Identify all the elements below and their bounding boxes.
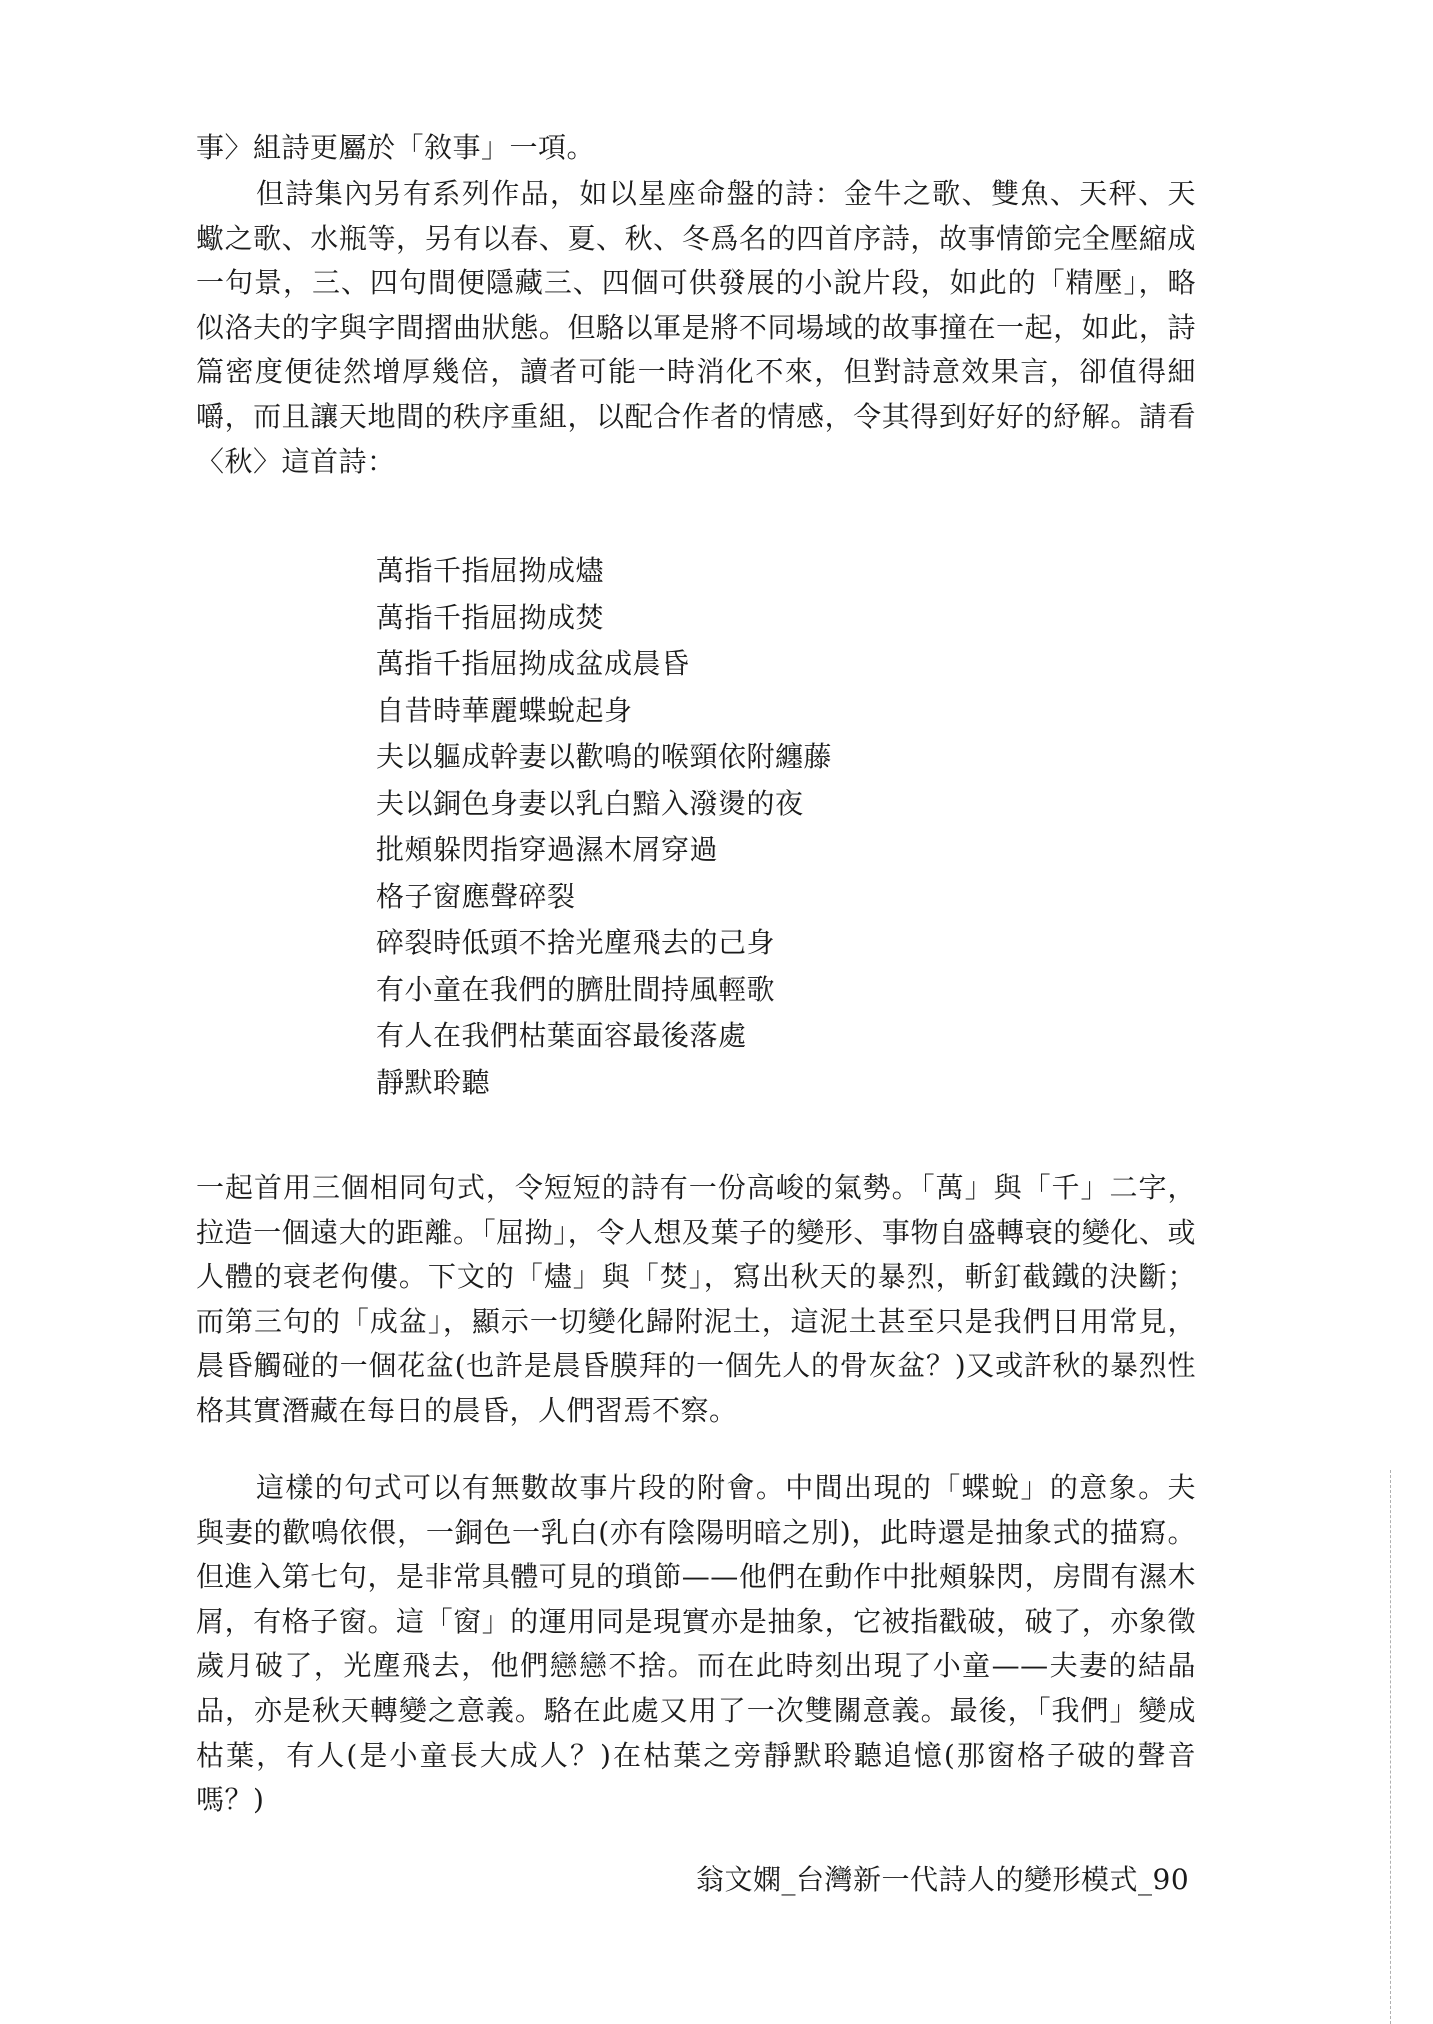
- poem-line: 自昔時華麗蝶蛻起身: [376, 693, 633, 727]
- poem-line: 格子窗應聲碎裂: [376, 879, 576, 913]
- poem-line: 批頰躲閃指穿過濕木屑穿過: [376, 833, 719, 866]
- paragraph-analysis: 一起首用三個相同句式，令短短的詩有一份高峻的氣勢。「萬」與「千」二字，拉造一個遠大的距離。「屈拗」，令人想及葉子的變形、事物自盛轉衰的變化、或人體的衰老佝僂。下文的「燼」與「焚」，寫出秋天的暴烈，斬釘截鐵的決斷；而第三句的「成盆」，顯示一切變化歸附泥土，這泥土甚至只是我們日用常見，晨昏觸碰的一個花盆(也許是晨昏膜拜的一個先人的骨灰盆？)又或許秋的暴烈性格其實潛藏在每日的晨昏，人們習焉不察。: [196, 1171, 1196, 1427]
- poem-line: 夫以軀成幹妻以歡鳴的喉頸依附纏藤: [376, 740, 833, 773]
- poem-line: 有人在我們枯葉面容最後落處: [376, 1019, 747, 1052]
- poem-line: 碎裂時低頭不捨光塵飛去的己身: [376, 926, 776, 959]
- poem-line: 萬指千指屈拗成燼: [376, 554, 605, 587]
- poem-line: 有小童在我們的臍肚間持風輕歌: [376, 972, 776, 1006]
- poem-line: 夫以銅色身妻以乳白黯入潑燙的夜: [376, 786, 804, 820]
- poem-line: 靜默聆聽: [376, 1065, 491, 1099]
- paragraph-intro: 但詩集內另有系列作品，如以星座命盤的詩：金牛之歌、雙魚、天秤、天蠍之歌、水瓶等，另有以春、夏、秋、冬爲名的四首序詩，故事情節完全壓縮成一句景，三、四句間便隱藏三、四個可供發展的小說片段，如此的「精壓」，略似洛夫的字與字間摺曲狀態。但駱以軍是將不同場域的故事撞在一起，如此，詩篇密度便徒然增厚幾倍，讀者可能一時消化不來，但對詩意效果言，卻值得細嚼，而且讓天地間的秩序重組，以配合作者的情感，令其得到好好的紓解。請看〈秋〉這首詩：: [196, 177, 1196, 478]
- paragraph-continuation: 事〉組詩更屬於「敘事」一項。: [196, 131, 596, 164]
- paragraph-imagery: 這樣的句式可以有無數故事片段的附會。中間出現的「蝶蛻」的意象。夫與妻的歡鳴依偎，一銅色一乳白(亦有陰陽明暗之別)，此時還是抽象式的描寫。但進入第七句，是非常具體可見的瑣節——他們在動作中批頰躲閃，房間有濕木屑，有格子窗。這「窗」的運用同是現實亦是抽象，它被指戳破，破了，亦象徵歲月破了，光塵飛去，他們戀戀不捨。而在此時刻出現了小童——夫妻的結晶品，亦是秋天轉變之意義。駱在此處又用了一次雙關意義。最後，「我們」變成枯葉，有人(是小童長大成人？)在枯葉之旁靜默聆聽追憶(那窗格子破的聲音嗎？): [196, 1471, 1196, 1817]
- page-footer: 翁文嫻_台灣新一代詩人的變形模式_90: [696, 1863, 1190, 1896]
- scan-edge-line: [1390, 1470, 1391, 2024]
- poem-autumn: [376, 548, 832, 1106]
- poem-line: 萬指千指屈拗成焚: [376, 600, 605, 634]
- poem-line: 萬指千指屈拗成盆成晨昏: [376, 647, 690, 680]
